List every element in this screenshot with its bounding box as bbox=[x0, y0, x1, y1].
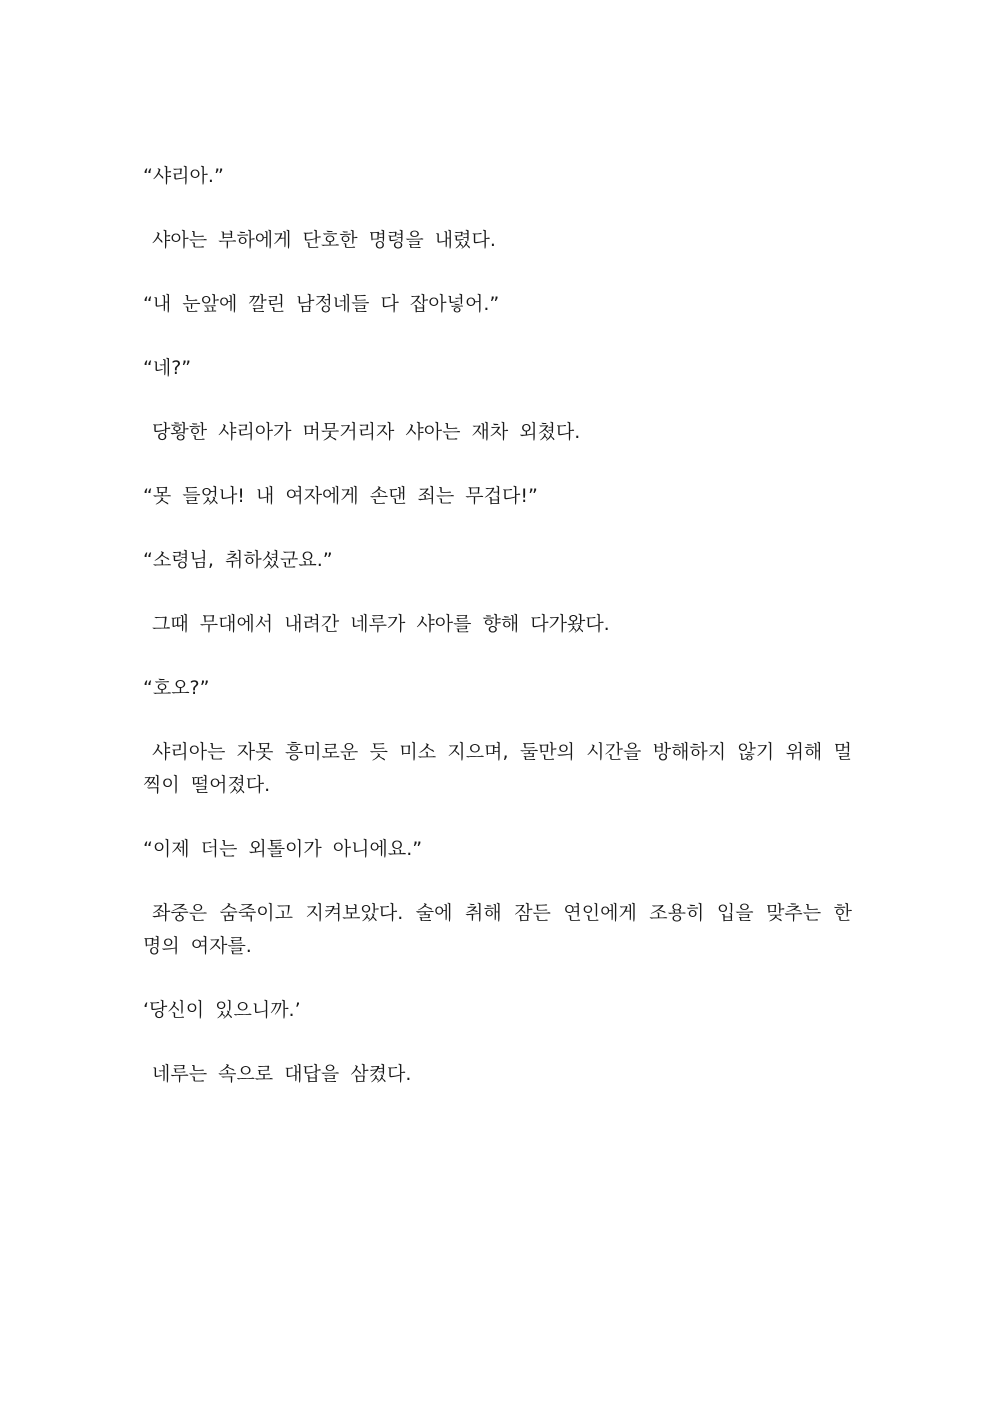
dialogue-line: “소령님, 취하셨군요.” bbox=[143, 549, 333, 571]
inner-thought-line: ‘당신이 있으니까.’ bbox=[143, 999, 301, 1021]
narration-paragraph: 좌중은 숨죽이고 지켜보았다. 술에 취해 잠든 연인에게 조용히 입을 맞추는 한 명의 여자를. bbox=[143, 902, 852, 957]
narration-paragraph: 샤아는 부하에게 단호한 명령을 내렸다. bbox=[152, 229, 496, 251]
story-text bbox=[143, 160, 852, 1122]
dialogue-line: “네?” bbox=[143, 357, 192, 379]
narration-paragraph: 그때 무대에서 내려간 네루가 샤아를 향해 다가왔다. bbox=[152, 613, 610, 635]
narration-paragraph: 샤리아는 자못 흥미로운 듯 미소 지으며, 둘만의 시간을 방해하지 않기 위해 멀찍이 떨어졌다. bbox=[143, 741, 852, 796]
dialogue-line: “못 들었나! 내 여자에게 손댄 죄는 무겁다!” bbox=[143, 485, 538, 507]
dialogue-line: “호오?” bbox=[143, 677, 210, 699]
dialogue-line: “샤리아.” bbox=[143, 165, 224, 187]
narration-paragraph: 당황한 샤리아가 머뭇거리자 샤아는 재차 외쳤다. bbox=[152, 421, 581, 443]
dialogue-line: “이제 더는 외톨이가 아니에요.” bbox=[143, 838, 423, 860]
narration-paragraph: 네루는 속으로 대답을 삼켰다. bbox=[152, 1063, 412, 1085]
dialogue-line: “내 눈앞에 깔린 남정네들 다 잡아넣어.” bbox=[143, 293, 500, 315]
